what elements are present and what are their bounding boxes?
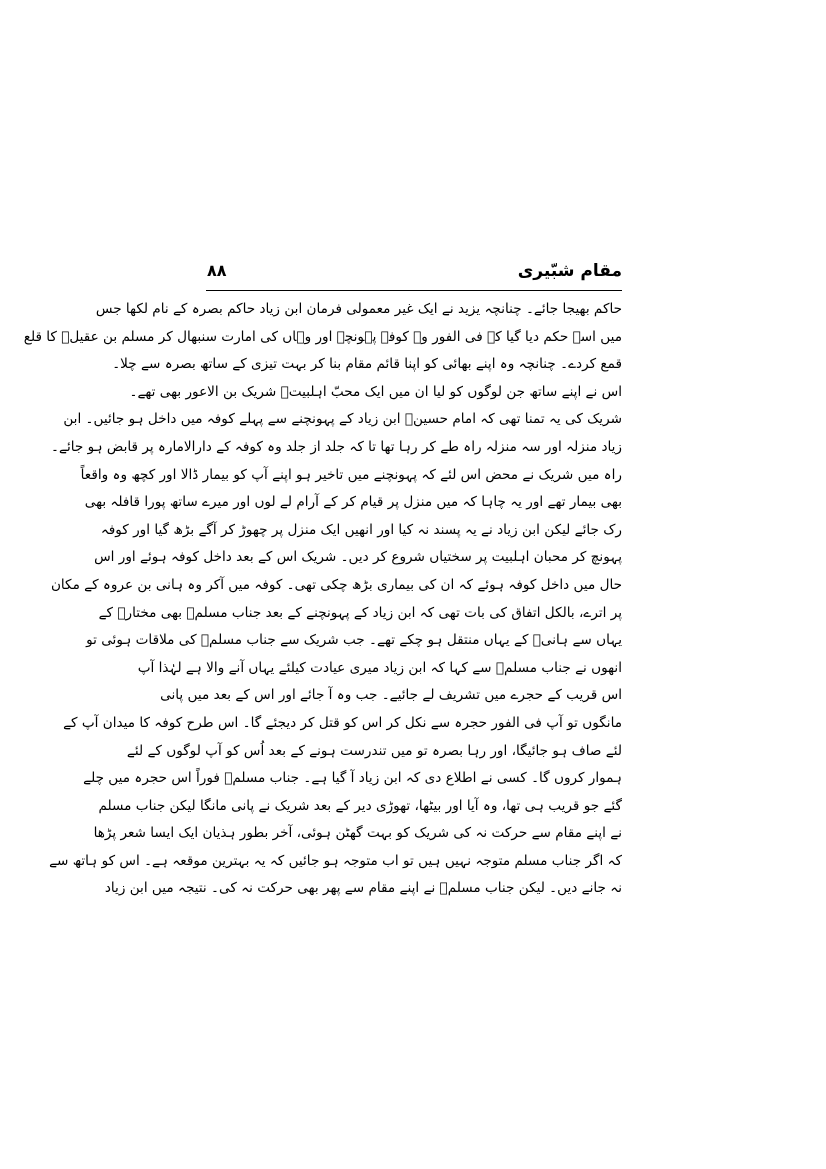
text-line: نہ جانے دیں۔ لیکن جناب مسلمؑ نے اپنے مقام سے پھر بھی حرکت نہ کی۔ نتیجہ میں ابن زیاد (104, 880, 622, 897)
text-line: بھی بیمار تھے اور یہ چاہا کہ میں منزل پر قیام کر کے آرام لے لوں اور میرے ساتھ پورا قافلہ بھی (84, 494, 622, 511)
page-number: ۸۸ (207, 261, 227, 280)
text-line: نے اپنے مقام سے حرکت نہ کی شریک کو بہت گھٹن ہوئی، آخر بطور ہذیان ایک ایسا شعر پڑھا (93, 825, 622, 842)
text-line: پہونچ کر محبان اہلبیت پر سختیاں شروع کر دیں۔ شریک اس کے بعد داخل کوفہ ہوئے اور اس (94, 549, 622, 566)
text-line: کہ اگر جناب مسلم متوجہ نہیں ہیں تو اب متوجہ ہو جائیں کہ یہ بہترین موقعہ ہے۔ اس کو ہاتھ سے (49, 852, 622, 869)
text-line: انھوں نے جناب مسلمؑ سے کہا کہ ابن زیاد میری عیادت کیلئے یہاں آنے والا ہے لہٰذا آپ (137, 659, 622, 676)
text-line: حاکم بھیجا جائے۔ چنانچہ یزید نے ایک غیر معمولی فرمان ابن زیاد حاکم بصرہ کے نام لکھا جس (95, 301, 622, 317)
text-line: حال میں داخل کوفہ ہوئے کہ ان کی بیماری بڑھ چکی تھی۔ کوفہ میں آکر وہ ہانی بن عروہ کے مکان (50, 576, 622, 593)
text-line: لئے صاف ہو جائیگا، اور رہا بصرہ تو میں تندرست ہونے کے بعد اُس کو آپ لوگوں کے لئے (126, 742, 622, 759)
text-line: پر اترے، بالکل اتفاق کی بات تھی کہ ابن زیاد کے پہونچنے کے بعد جناب مسلمؑ بھی مختارؓ کے (98, 604, 622, 621)
page-header (207, 258, 622, 288)
text-line: یہاں سے ہانیؒ کے یہاں منتقل ہو چکے تھے۔ جب شریک سے جناب مسلمؑ کی ملاقات ہوئی تو (86, 632, 622, 649)
book-title: مقام شبّیری (517, 261, 622, 281)
text-line: مانگوں تو آپ فی الفور حجرہ سے نکل کر اس کو قتل کر دیجئے گا۔ اس طرح کوفہ کا میدان آپ کے (63, 714, 622, 731)
text-line: رک جائے لیکن ابن زیاد نے یہ پسند نہ کیا اور انھیں ایک منزل پر چھوڑ کر آگے بڑھ گیا اور کوفہ (100, 521, 622, 538)
text-line: ہموار کروں گا۔ کسی نے اطلاع دی کہ ابن زیاد آ گیا ہے۔ جناب مسلمؑ فوراً اس حجرہ میں چلے (83, 770, 622, 787)
text-line: اس نے اپنے ساتھ جن لوگوں کو لیا ان میں ایک محبّ اہلبیتؑ شریک بن الاعور بھی تھے۔ (129, 383, 622, 400)
text-line: میں اسے حکم دیا گیا کہ فی الفور وہ کوفہ پہونچے اور وہاں کی امارت سنبھال کر مسلم بن عقیلؑ کا قلع (23, 328, 622, 345)
text-line: گئے جو قریب ہی تھا، وہ آیا اور بیٹھا، تھوڑی دیر کے بعد شریک نے پانی مانگا لیکن جناب مسلم (98, 797, 622, 814)
body-paragraph (23, 296, 622, 903)
text-line: راہ میں شریک نے محض اس لئے کہ پہونچنے میں تاخیر ہو اپنے آپ کو بیمار ڈالا اور کچھ وہ واقعاً (80, 466, 622, 483)
text-line: شریک کی یہ تمنا تھی کہ امام حسینؑ ابن زیاد کے پہونچنے سے پہلے کوفہ میں داخل ہو جائیں۔ ابن (63, 411, 622, 428)
text-line: زیاد منزلہ اور سہ منزلہ راہ طے کر رہا تھا تا کہ جلد از جلد وہ کوفہ کے دارالامارہ پر قابض ہو جائے۔ (51, 438, 622, 455)
text-line: اس قریب کے حجرے میں تشریف لے جائیے۔ جب وہ آ جائے اور اس کے بعد میں پانی (160, 687, 622, 704)
header-divider (206, 290, 622, 291)
text-line: قمع کردے۔ چنانچہ وہ اپنے بھائی کو اپنا قائم مقام بنا کر بہت تیزی کے ساتھ بصرہ سے چلا۔ (112, 356, 622, 373)
